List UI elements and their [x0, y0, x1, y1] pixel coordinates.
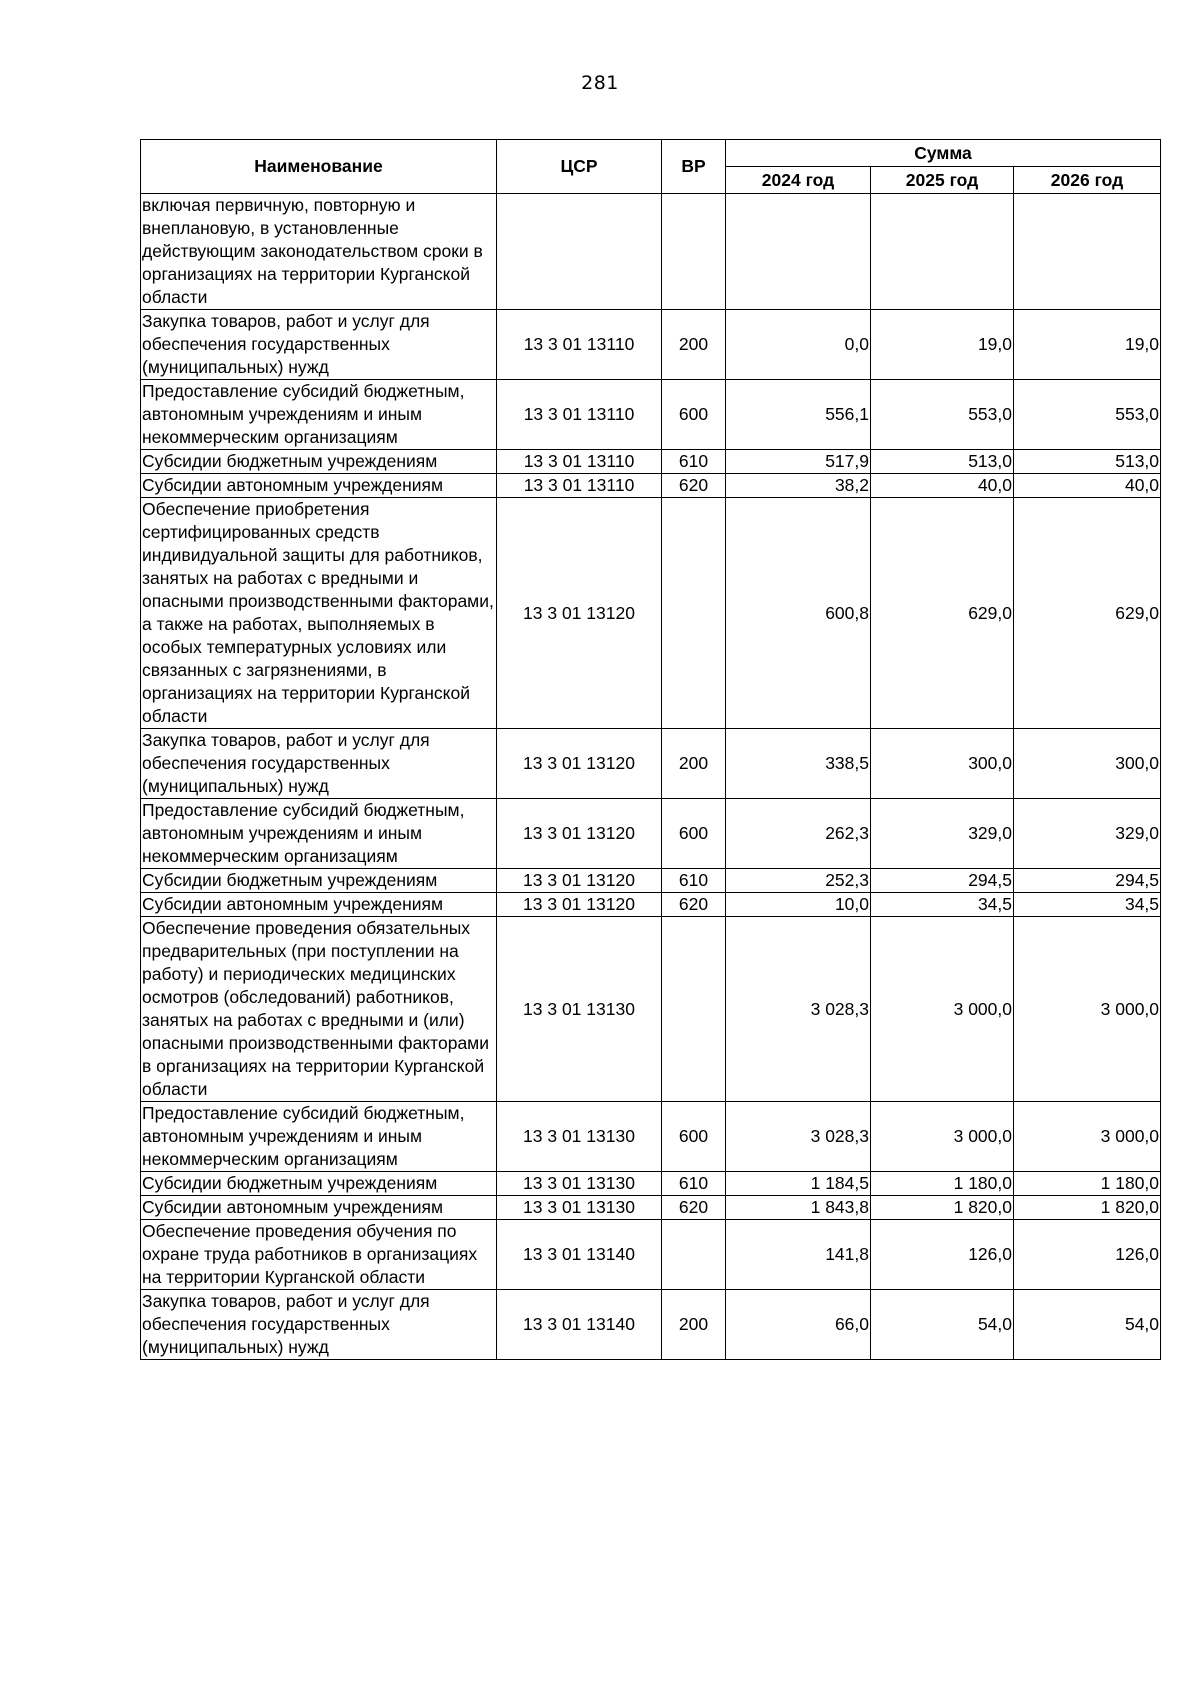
table-row [141, 1102, 1161, 1172]
cell-2025: 294,5 [871, 869, 1014, 893]
cell-2024: 252,3 [726, 869, 871, 893]
cell-csr: 13 3 01 13140 [497, 1290, 662, 1360]
cell-vr: 610 [662, 1172, 726, 1196]
cell-vr: 620 [662, 474, 726, 498]
cell-vr: 610 [662, 869, 726, 893]
cell-2024: 66,0 [726, 1290, 871, 1360]
cell-2024: 262,3 [726, 799, 871, 869]
cell-2026: 329,0 [1014, 799, 1161, 869]
header-vr: ВР [662, 140, 726, 194]
cell-2026: 629,0 [1014, 498, 1161, 729]
cell-name: Субсидии автономным учреждениям [141, 893, 497, 917]
cell-csr: 13 3 01 13140 [497, 1220, 662, 1290]
cell-2026: 3 000,0 [1014, 1102, 1161, 1172]
cell-2024: 0,0 [726, 310, 871, 380]
table-row [141, 380, 1161, 450]
cell-2026: 513,0 [1014, 450, 1161, 474]
cell-name: Предоставление субсидий бюджетным, автономным учреждениям и иным некоммерческим организациям [141, 1102, 497, 1172]
table-row [141, 450, 1161, 474]
cell-vr [662, 917, 726, 1102]
cell-name: Закупка товаров, работ и услуг для обеспечения государственных (муниципальных) нужд [141, 310, 497, 380]
cell-2025: 300,0 [871, 729, 1014, 799]
cell-csr: 13 3 01 13130 [497, 917, 662, 1102]
cell-2024: 1 843,8 [726, 1196, 871, 1220]
cell-vr: 200 [662, 310, 726, 380]
cell-2026: 553,0 [1014, 380, 1161, 450]
cell-name: Обеспечение проведения обязательных предварительных (при поступлении на работу) и периодических медицинских осмотров (обследований) работников, занятых на работах с вредными и (или) опасными производственными факторами в организациях на территории Курганской области [141, 917, 497, 1102]
cell-vr: 600 [662, 799, 726, 869]
cell-2024 [726, 194, 871, 310]
table-row [141, 799, 1161, 869]
cell-name: Обеспечение проведения обучения по охране труда работников в организациях на территории Курганской области [141, 1220, 497, 1290]
header-year-2024: 2024 год [726, 167, 871, 194]
cell-csr: 13 3 01 13130 [497, 1172, 662, 1196]
cell-vr: 200 [662, 729, 726, 799]
cell-name: включая первичную, повторную и внеплановую, в установленные действующим законодательством сроки в организациях на территории Курганской области [141, 194, 497, 310]
header-year-2026: 2026 год [1014, 167, 1161, 194]
cell-csr: 13 3 01 13120 [497, 893, 662, 917]
cell-vr [662, 194, 726, 310]
cell-2024: 556,1 [726, 380, 871, 450]
table-row [141, 194, 1161, 310]
cell-vr: 200 [662, 1290, 726, 1360]
cell-2025: 54,0 [871, 1290, 1014, 1360]
cell-name: Предоставление субсидий бюджетным, автономным учреждениям и иным некоммерческим организациям [141, 380, 497, 450]
table-row [141, 869, 1161, 893]
table-row [141, 310, 1161, 380]
cell-csr: 13 3 01 13130 [497, 1196, 662, 1220]
cell-name: Субсидии бюджетным учреждениям [141, 450, 497, 474]
cell-2026 [1014, 194, 1161, 310]
cell-2025: 3 000,0 [871, 917, 1014, 1102]
table-row [141, 1172, 1161, 1196]
cell-csr: 13 3 01 13130 [497, 1102, 662, 1172]
cell-csr: 13 3 01 13110 [497, 474, 662, 498]
header-sum: Сумма [726, 140, 1161, 167]
cell-vr: 600 [662, 380, 726, 450]
budget-table [140, 139, 1161, 1360]
cell-vr [662, 498, 726, 729]
header-year-2025: 2025 год [871, 167, 1014, 194]
table-row [141, 1196, 1161, 1220]
cell-2026: 126,0 [1014, 1220, 1161, 1290]
cell-2026: 1 180,0 [1014, 1172, 1161, 1196]
cell-2025: 3 000,0 [871, 1102, 1014, 1172]
cell-name: Субсидии бюджетным учреждениям [141, 869, 497, 893]
cell-2025: 1 180,0 [871, 1172, 1014, 1196]
cell-2026: 300,0 [1014, 729, 1161, 799]
table-row [141, 917, 1161, 1102]
cell-name: Предоставление субсидий бюджетным, автономным учреждениям и иным некоммерческим организациям [141, 799, 497, 869]
cell-2024: 141,8 [726, 1220, 871, 1290]
cell-2026: 3 000,0 [1014, 917, 1161, 1102]
cell-vr [662, 1220, 726, 1290]
header-name: Наименование [141, 140, 497, 194]
cell-2026: 1 820,0 [1014, 1196, 1161, 1220]
cell-name: Субсидии бюджетным учреждениям [141, 1172, 497, 1196]
cell-vr: 620 [662, 893, 726, 917]
header-csr: ЦСР [497, 140, 662, 194]
cell-2025: 329,0 [871, 799, 1014, 869]
table-row [141, 498, 1161, 729]
cell-2025: 513,0 [871, 450, 1014, 474]
cell-name: Закупка товаров, работ и услуг для обеспечения государственных (муниципальных) нужд [141, 729, 497, 799]
cell-2025: 19,0 [871, 310, 1014, 380]
cell-2026: 34,5 [1014, 893, 1161, 917]
cell-2024: 1 184,5 [726, 1172, 871, 1196]
table-header [141, 140, 1161, 194]
cell-2025 [871, 194, 1014, 310]
cell-csr: 13 3 01 13120 [497, 799, 662, 869]
cell-csr: 13 3 01 13120 [497, 729, 662, 799]
cell-2024: 338,5 [726, 729, 871, 799]
cell-2024: 3 028,3 [726, 917, 871, 1102]
cell-2025: 1 820,0 [871, 1196, 1014, 1220]
cell-2026: 54,0 [1014, 1290, 1161, 1360]
table-row [141, 1290, 1161, 1360]
cell-2025: 126,0 [871, 1220, 1014, 1290]
table-row [141, 1220, 1161, 1290]
cell-csr [497, 194, 662, 310]
table-row [141, 893, 1161, 917]
cell-2024: 3 028,3 [726, 1102, 871, 1172]
cell-2024: 38,2 [726, 474, 871, 498]
cell-csr: 13 3 01 13110 [497, 310, 662, 380]
cell-vr: 600 [662, 1102, 726, 1172]
cell-2025: 40,0 [871, 474, 1014, 498]
cell-2025: 629,0 [871, 498, 1014, 729]
cell-csr: 13 3 01 13110 [497, 450, 662, 474]
cell-vr: 620 [662, 1196, 726, 1220]
cell-2026: 19,0 [1014, 310, 1161, 380]
cell-2026: 40,0 [1014, 474, 1161, 498]
cell-2025: 553,0 [871, 380, 1014, 450]
cell-csr: 13 3 01 13110 [497, 380, 662, 450]
cell-vr: 610 [662, 450, 726, 474]
table-row [141, 474, 1161, 498]
cell-2024: 10,0 [726, 893, 871, 917]
cell-name: Субсидии автономным учреждениям [141, 474, 497, 498]
cell-name: Закупка товаров, работ и услуг для обеспечения государственных (муниципальных) нужд [141, 1290, 497, 1360]
cell-name: Обеспечение приобретения сертифицированных средств индивидуальной защиты для работников, занятых на работах с вредными и опасными производственными факторами, а также на работах, выполняемых в особых температурных условиях или связанных с загрязнениями, в организациях на территории Курганской области [141, 498, 497, 729]
cell-2024: 517,9 [726, 450, 871, 474]
page-number: 281 [581, 72, 619, 94]
cell-2025: 34,5 [871, 893, 1014, 917]
cell-2026: 294,5 [1014, 869, 1161, 893]
cell-name: Субсидии автономным учреждениям [141, 1196, 497, 1220]
cell-csr: 13 3 01 13120 [497, 869, 662, 893]
cell-csr: 13 3 01 13120 [497, 498, 662, 729]
cell-2024: 600,8 [726, 498, 871, 729]
table-row [141, 729, 1161, 799]
table-body [141, 194, 1161, 1360]
